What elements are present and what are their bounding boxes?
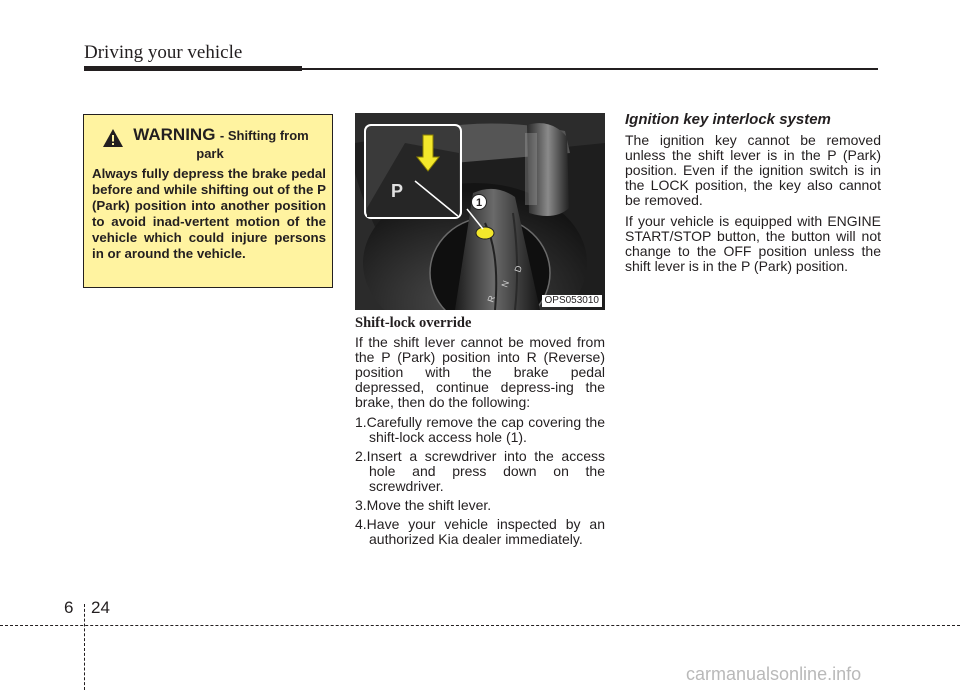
watermark: carmanualsonline.info bbox=[686, 664, 862, 684]
warning-subtitle-line2: park bbox=[196, 146, 224, 161]
gear-p-label: P bbox=[391, 181, 404, 201]
shift-lock-photo bbox=[355, 113, 605, 310]
ignition-heading: Ignition key interlock system bbox=[625, 111, 831, 128]
page-number: 24 bbox=[91, 598, 110, 617]
header-title: Driving your vehicle bbox=[84, 42, 243, 63]
footer-divider bbox=[0, 625, 960, 626]
photo-code: OPS053010 bbox=[542, 295, 603, 307]
ignition-para-2: If your vehicle is equipped with ENGINE START/STOP button, the button will not change to the OFF position unless the shift lever is in the P (Park) position. bbox=[625, 213, 881, 274]
shift-lock-step: 1.Carefully remove the cap covering the shift-lock access hole (1). bbox=[355, 414, 605, 445]
chapter-number: 6 bbox=[64, 598, 74, 617]
warning-triangle-icon bbox=[102, 128, 124, 148]
ignition-para-1: The ignition key cannot be removed unless the shift lever is in the P (Park) position. Even if the ignition switch is in the LOCK position, the key also cannot be removed. bbox=[625, 132, 881, 208]
warning-heading bbox=[92, 125, 328, 161]
callout-number: 1 bbox=[475, 197, 483, 209]
footer-vertical-divider bbox=[84, 604, 85, 690]
ignition-section bbox=[625, 112, 881, 280]
header-rule-thin bbox=[302, 68, 878, 70]
shift-lock-step: 4.Have your vehicle inspected by an authorized Kia dealer immediately. bbox=[355, 516, 605, 547]
gear-letter-r: R bbox=[485, 294, 498, 304]
warning-subtitle: - Shifting from bbox=[219, 128, 309, 143]
shift-lock-intro: If the shift lever cannot be moved from the P (Park) position into R (Reverse) position with the brake pedal depressed, continue depress-ing the brake, then do the following: bbox=[355, 334, 605, 410]
gear-letter-n: N bbox=[499, 279, 512, 289]
warning-title: WARNING bbox=[133, 125, 216, 144]
shift-lever-illustration bbox=[355, 113, 605, 310]
warning-box bbox=[83, 114, 333, 288]
header-rule-thick bbox=[84, 66, 302, 71]
shift-lock-step: 3.Move the shift lever. bbox=[355, 497, 492, 513]
shift-lock-section bbox=[355, 316, 605, 551]
shift-lock-steps bbox=[355, 415, 605, 547]
gear-letter-d: D bbox=[512, 264, 525, 274]
shift-lock-heading: Shift-lock override bbox=[355, 315, 472, 331]
warning-body: Always fully depress the brake pedal before and while shifting out of the P (Park) position into another position to avoid inad-vertent motion of the vehicle which could injure persons in or around the vehicle. bbox=[92, 166, 326, 261]
shift-lock-step: 2.Insert a screwdriver into the access hole and press down on the screwdriver. bbox=[355, 448, 605, 494]
